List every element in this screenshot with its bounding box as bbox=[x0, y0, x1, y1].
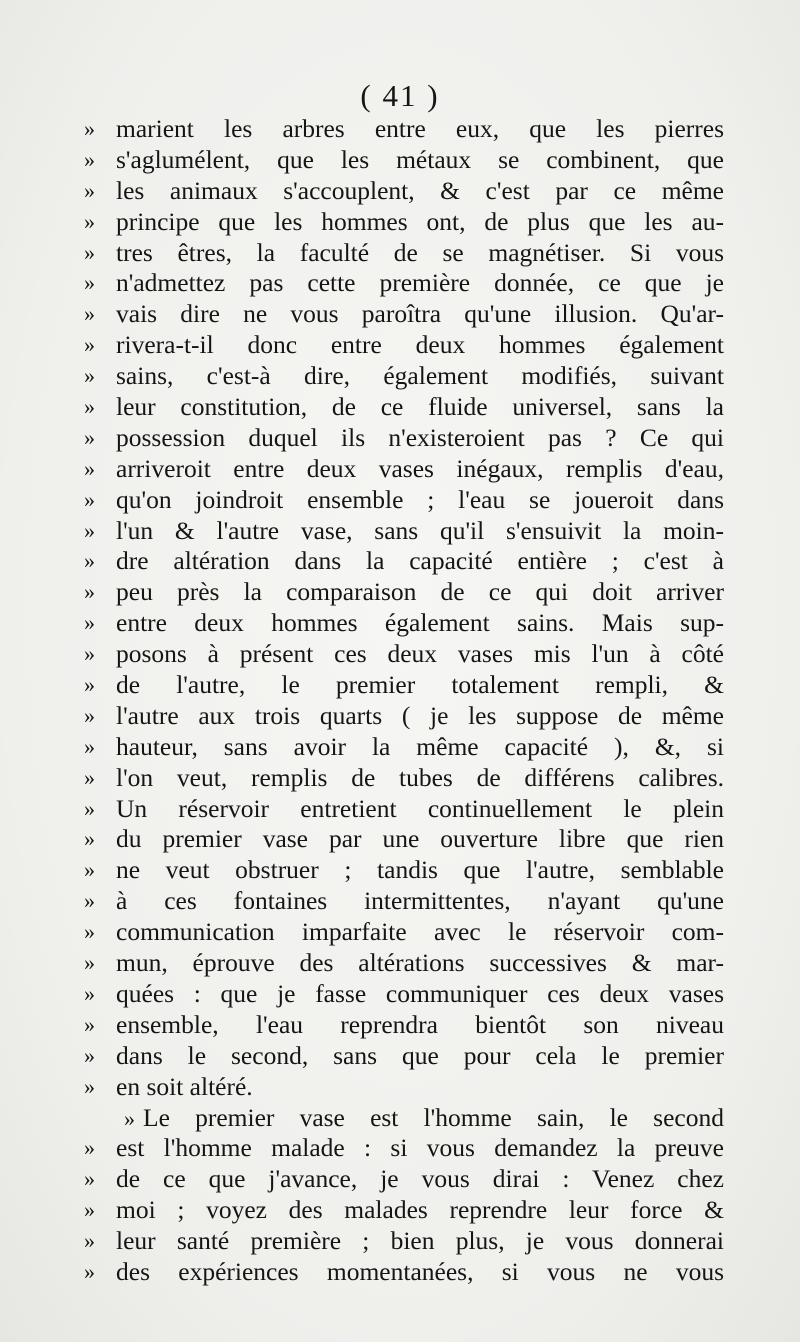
text-line bbox=[84, 207, 724, 238]
quote-mark: » bbox=[84, 702, 95, 728]
line-text: quées : que je fasse communiquer ces deux vases bbox=[116, 978, 724, 1008]
quote-mark: » bbox=[84, 980, 95, 1006]
quote-mark: » bbox=[84, 1258, 95, 1284]
line-text: principe que les hommes ont, de plus que les au- bbox=[116, 206, 724, 236]
line-text: de ce que j'avance, je vous dirai : Venez chez bbox=[116, 1164, 724, 1194]
text-line bbox=[84, 886, 724, 917]
line-text: leur constitution, de ce fluide universel, sans la bbox=[116, 392, 724, 422]
line-text: n'admettez pas cette première donnée, ce que je bbox=[116, 268, 724, 298]
quote-mark: » bbox=[84, 795, 95, 821]
line-text: ne veut obstruer ; tandis que l'autre, semblable bbox=[116, 855, 724, 885]
line-text: entre deux hommes également sains. Mais sup- bbox=[116, 608, 724, 638]
line-text: l'autre aux trois quarts ( je les suppose de même bbox=[116, 700, 724, 730]
quote-mark: » bbox=[84, 424, 95, 450]
line-text: l'on veut, remplis de tubes de différens calibres. bbox=[116, 762, 724, 792]
line-text: moi ; voyez des malades reprendre leur force & bbox=[116, 1195, 724, 1225]
quote-mark: » bbox=[84, 1011, 95, 1037]
text-line bbox=[84, 608, 724, 639]
line-text: de l'autre, le premier totalement rempli, & bbox=[116, 670, 724, 700]
text-line bbox=[84, 1010, 724, 1041]
line-text: arriveroit entre deux vases inégaux, remplis d'eau, bbox=[116, 453, 724, 483]
text-line bbox=[84, 1226, 724, 1257]
quote-mark: » bbox=[84, 1135, 95, 1161]
text-line bbox=[84, 794, 724, 825]
line-text: qu'on joindroit ensemble ; l'eau se joueroit dans bbox=[116, 484, 724, 514]
quote-mark: » bbox=[84, 146, 95, 172]
quote-mark: » bbox=[84, 177, 95, 203]
text-line bbox=[84, 299, 724, 330]
quote-mark: » bbox=[84, 455, 95, 481]
line-text: est l'homme malade : si vous demandez la preuve bbox=[116, 1133, 724, 1163]
text-line bbox=[84, 824, 724, 855]
line-text: dre altération dans la capacité entière ; c'est à bbox=[116, 546, 724, 576]
text-line bbox=[84, 485, 724, 516]
line-text: en soit altéré. bbox=[116, 1071, 253, 1101]
quote-mark: » bbox=[84, 641, 95, 667]
text-line bbox=[84, 392, 724, 423]
text-line bbox=[84, 1072, 724, 1103]
paragraph-first-line bbox=[84, 1103, 724, 1134]
text-line bbox=[84, 948, 724, 979]
text-line bbox=[84, 979, 724, 1010]
line-text: ensemble, l'eau reprendra bientôt son niveau bbox=[116, 1009, 724, 1039]
quote-mark-lead: » bbox=[124, 1105, 135, 1131]
line-text: du premier vase par une ouverture libre que rien bbox=[116, 824, 724, 854]
text-line bbox=[84, 176, 724, 207]
quote-mark: » bbox=[84, 950, 95, 976]
text-line bbox=[84, 145, 724, 176]
quote-mark: » bbox=[84, 486, 95, 512]
quote-mark: » bbox=[84, 857, 95, 883]
text-line bbox=[84, 454, 724, 485]
quote-mark: » bbox=[84, 394, 95, 420]
line-text: posons à présent ces deux vases mis l'un à côté bbox=[116, 639, 724, 669]
text-line bbox=[84, 238, 724, 269]
line-text: leur santé première ; bien plus, je vous donnerai bbox=[116, 1226, 724, 1256]
line-text: dans le second, sans que pour cela le premier bbox=[116, 1040, 724, 1070]
line-text: hauteur, sans avoir la même capacité ), &, si bbox=[116, 731, 724, 761]
text-line bbox=[84, 701, 724, 732]
quote-mark: » bbox=[84, 517, 95, 543]
text-line bbox=[84, 855, 724, 886]
line-text: marient les arbres entre eux, que les pierres bbox=[116, 114, 724, 143]
quote-mark: » bbox=[84, 301, 95, 327]
quote-mark: » bbox=[84, 270, 95, 296]
quote-mark: » bbox=[84, 888, 95, 914]
line-text: Un réservoir entretient continuellement le plein bbox=[116, 793, 724, 823]
quote-mark: » bbox=[84, 548, 95, 574]
line-text: communication imparfaite avec le réservoir com- bbox=[116, 917, 724, 947]
text-line bbox=[84, 268, 724, 299]
quote-mark: » bbox=[84, 764, 95, 790]
line-text: s'aglumélent, que les métaux se combinent, que bbox=[116, 144, 724, 174]
text-line bbox=[84, 1195, 724, 1226]
text-line bbox=[84, 763, 724, 794]
text-line bbox=[84, 917, 724, 948]
quote-mark: » bbox=[84, 363, 95, 389]
quote-mark: » bbox=[84, 239, 95, 265]
line-text: les animaux s'accouplent, & c'est par ce même bbox=[116, 175, 724, 205]
text-line bbox=[84, 670, 724, 701]
quote-mark: » bbox=[84, 208, 95, 234]
text-line bbox=[84, 423, 724, 454]
text-line bbox=[84, 330, 724, 361]
line-text: à ces fontaines intermittentes, n'ayant qu'une bbox=[116, 886, 724, 916]
line-text: l'un & l'autre vase, sans qu'il s'ensuivit la moin- bbox=[116, 515, 724, 545]
text-line bbox=[84, 546, 724, 577]
text-line bbox=[84, 516, 724, 547]
quote-mark: » bbox=[84, 1073, 95, 1099]
quote-mark: » bbox=[84, 116, 95, 141]
line-text: mun, éprouve des altérations successives & mar- bbox=[116, 948, 724, 978]
text-line bbox=[84, 1041, 724, 1072]
quote-mark: » bbox=[84, 579, 95, 605]
text-line bbox=[84, 639, 724, 670]
quote-mark: » bbox=[84, 610, 95, 636]
text-line bbox=[84, 114, 724, 145]
text-line bbox=[84, 361, 724, 392]
page-number: ( 41 ) bbox=[360, 78, 440, 113]
line-text: tres êtres, la faculté de se magnétiser. Si vous bbox=[116, 237, 724, 267]
line-text-wrap bbox=[124, 1103, 724, 1135]
line-text: des expériences momentanées, si vous ne vous bbox=[116, 1256, 724, 1286]
line-text: possession duquel ils n'existeroient pas ? Ce qui bbox=[116, 422, 724, 452]
text-line bbox=[84, 732, 724, 763]
quote-mark: » bbox=[84, 919, 95, 945]
quote-mark: » bbox=[84, 332, 95, 358]
quote-mark: » bbox=[84, 672, 95, 698]
quote-mark: » bbox=[84, 1228, 95, 1254]
quote-mark: » bbox=[84, 1166, 95, 1192]
body-text bbox=[84, 114, 724, 1288]
text-line bbox=[84, 1257, 724, 1288]
quote-mark: » bbox=[84, 826, 95, 852]
quote-mark: » bbox=[84, 733, 95, 759]
line-text: rivera-t-il donc entre deux hommes également bbox=[116, 330, 724, 360]
quote-mark: » bbox=[84, 1042, 95, 1068]
text-line bbox=[84, 577, 724, 608]
line-text: sains, c'est-à dire, également modifiés, suivant bbox=[116, 361, 724, 391]
line-text: vais dire ne vous paroîtra qu'une illusion. Qu'ar- bbox=[116, 299, 724, 329]
line-text: peu près la comparaison de ce qui doit arriver bbox=[116, 577, 724, 607]
line-text: Le premier vase est l'homme sain, le second bbox=[143, 1102, 724, 1132]
quote-mark: » bbox=[84, 1197, 95, 1223]
text-line bbox=[84, 1164, 724, 1195]
text-line bbox=[84, 1133, 724, 1164]
